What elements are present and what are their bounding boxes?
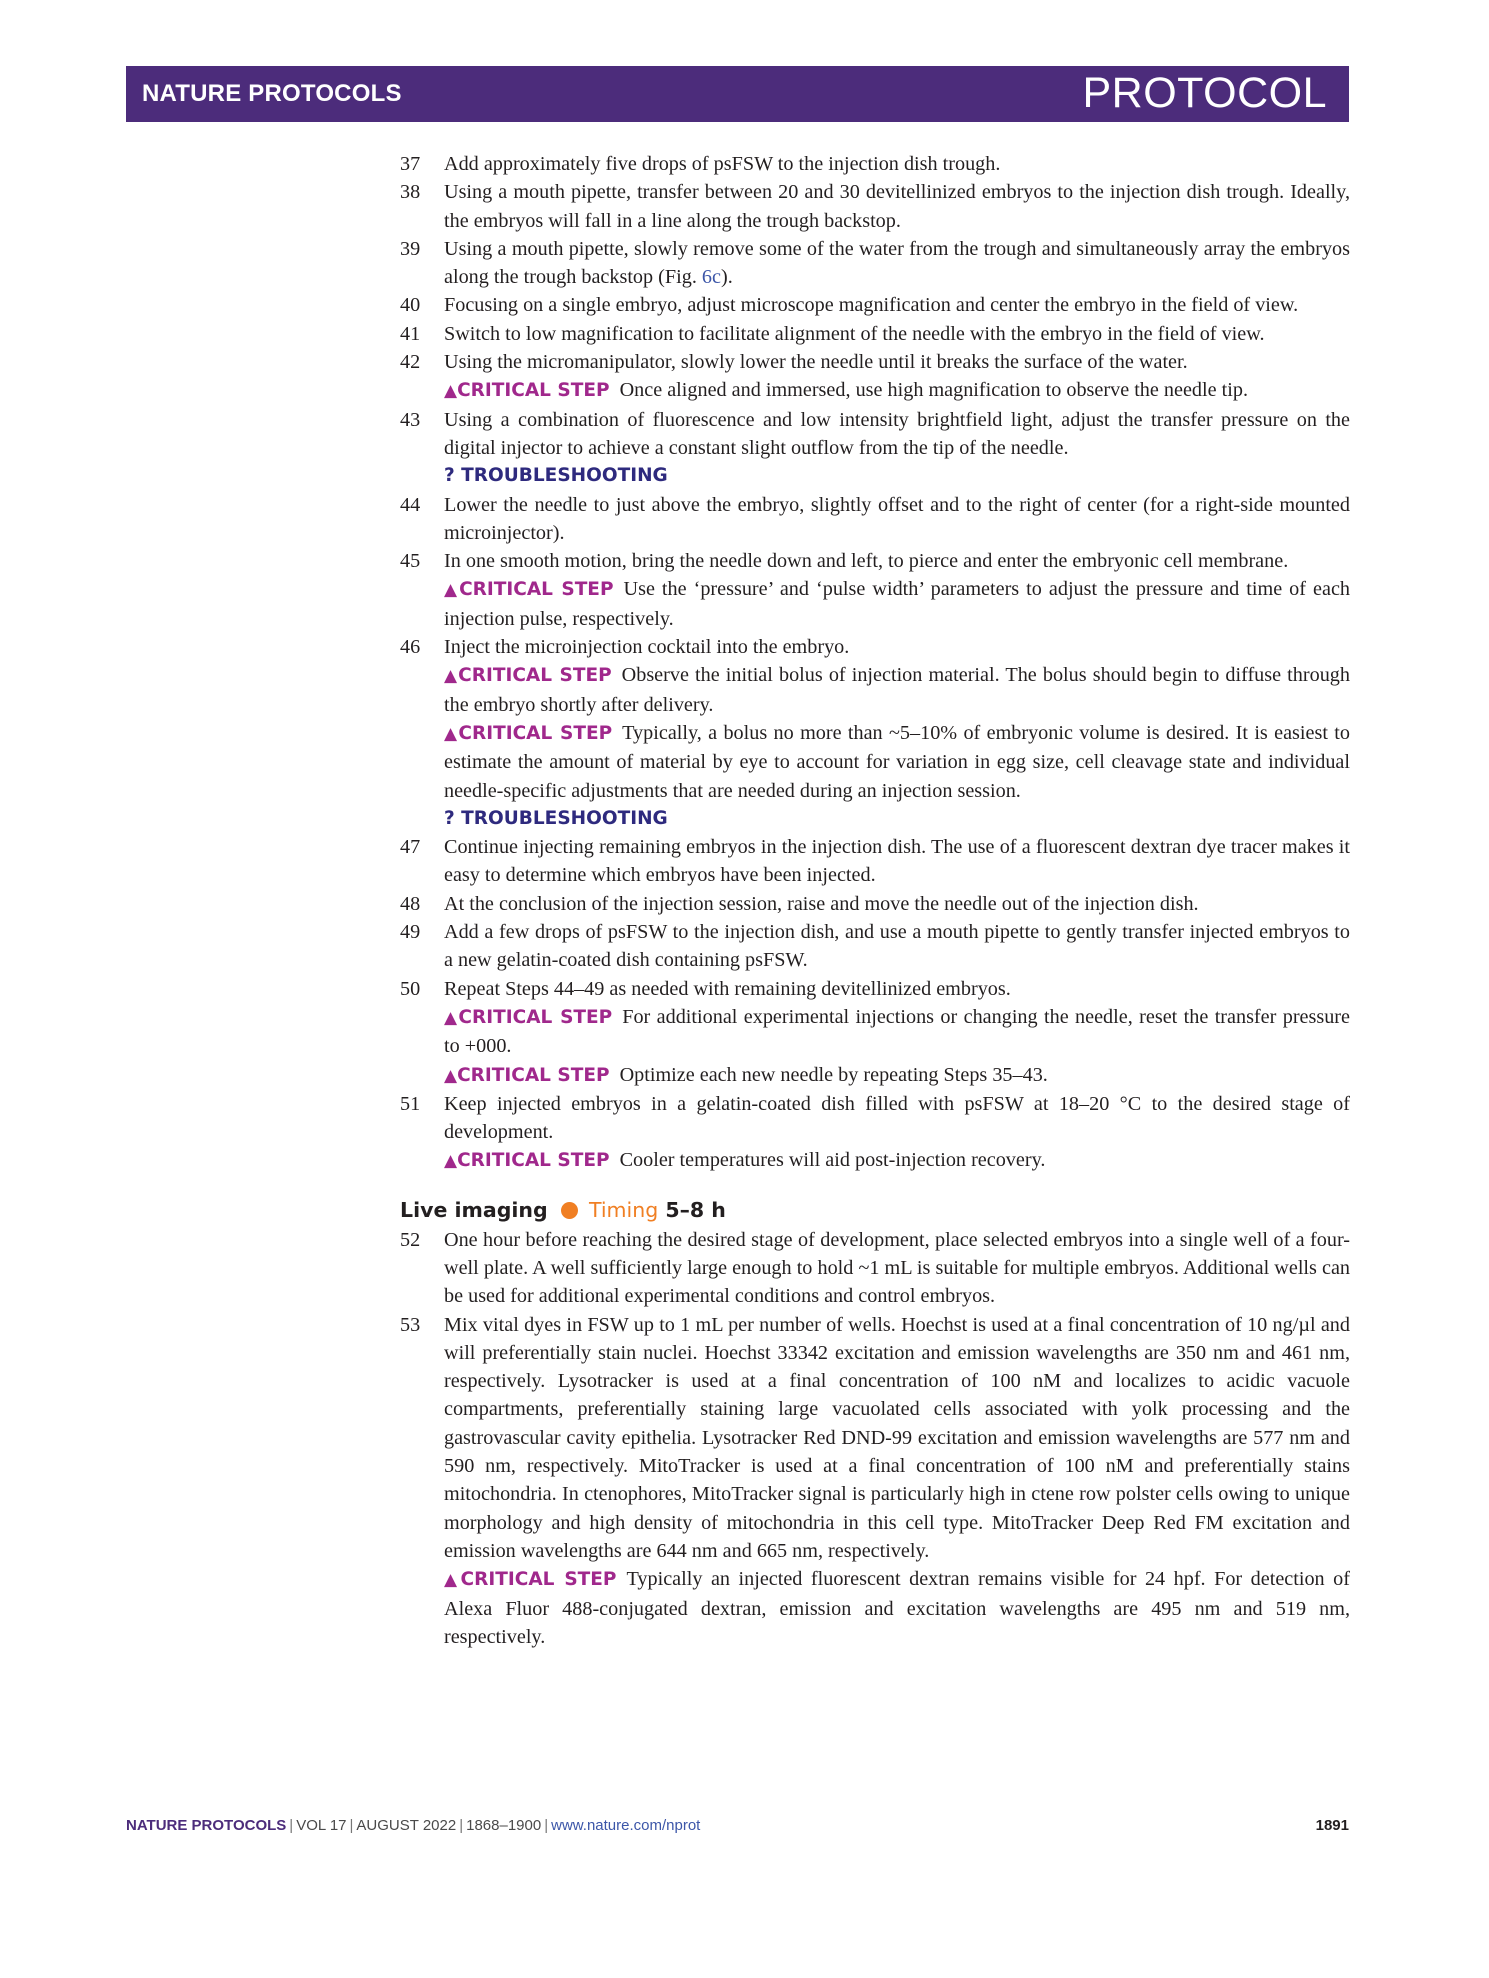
step-number: 51 [400,1092,421,1115]
step-number: 48 [400,892,421,915]
step-39 [400,235,1350,292]
footer-pages: 1868–1900 [466,1817,542,1834]
step-number: 49 [400,921,421,944]
step-53 [400,1311,1350,1652]
step-text: Mix vital dyes in FSW up to 1 mL per number of wells. Hoechst is used at a final concentration of 10 ng/µl and will preferentially stain nuclei. Hoechst 33342 excitation and emission wavelengths are 350 nm and 461 nm, respectively. Lysotracker is used at a final concentration of 100 nM and localizes to acidic vacuole compartments, preferentially staining large vacuolated cells associated with yolk processing and the gastrovascular cavity epithelia. Lysotracker Red DND-99 excitation and emission wavelengths are 577 nm and 590 nm, respectively. MitoTracker is used at a final concentration of 100 nM and preferentially stains mitochondria. In ctenophores, MitoTracker signal is particularly high in ctene row polster cells owing to unique morphology and high density of mitochondria in this cell type. MitoTracker Deep Red FM excitation and emission wavelengths are 644 nm and 665 nm, respectively. [444,1313,1350,1562]
step-text: At the conclusion of the injection session, raise and move the needle out of the injection dish. [444,892,1199,915]
critical-step-note: ▲CRITICAL STEP Cooler temperatures will aid post-injection recovery. [444,1149,1046,1172]
figure-link[interactable]: 6c [701,266,721,289]
step-text: Inject the microinjection cocktail into the embryo. [444,636,850,659]
step-text: Lower the needle to just above the embryo, slightly offset and to the right of center (for a right-side mounted microinjector). [444,493,1350,544]
step-number: 41 [400,322,421,345]
critical-step-note: ▲CRITICAL STEP Once aligned and immersed, use high magnification to observe the needle tip. [444,379,1248,402]
critical-step-label: ▲CRITICAL STEP [444,1006,613,1028]
critical-step-note: ▲CRITICAL STEP Optimize each new needle by repeating Steps 35–43. [444,1063,1048,1086]
step-52 [400,1226,1350,1311]
step-50 [400,975,1350,1090]
troubleshooting-link[interactable]: ? TROUBLESHOOTING [444,807,668,829]
step-48 [400,890,1350,918]
critical-step-label: ▲CRITICAL STEP [444,665,612,687]
step-number: 50 [400,977,421,1000]
step-number: 52 [400,1228,421,1251]
critical-step-label: ▲CRITICAL STEP [444,722,613,744]
step-text: Focusing on a single embryo, adjust microscope magnification and center the embryo in the field of view. [444,294,1299,317]
article-type: PROTOCOL [1082,69,1327,117]
section-heading-live-imaging [400,1196,1350,1224]
warning-triangle-icon: ▲ [444,723,459,744]
step-42 [400,348,1350,406]
step-49 [400,918,1350,975]
step-45 [400,547,1350,633]
warning-triangle-icon: ▲ [444,1570,461,1591]
footer-volume: VOL 17 [296,1817,347,1834]
step-text: Using the micromanipulator, slowly lower the needle until it breaks the surface of the water. [444,351,1188,374]
step-text-end: ). [720,266,733,289]
step-number: 45 [400,550,421,573]
step-text: Switch to low magnification to facilitate alignment of the needle with the embryo in the field of view. [444,322,1265,345]
step-43 [400,406,1350,491]
page-header [126,66,1349,122]
warning-triangle-icon: ▲ [444,381,458,402]
timing-value: 5–8 h [665,1197,726,1222]
step-text: Using a mouth pipette, slowly remove some of the water from the trough and simultaneously array the embryos along the trough backstop (Fig. [444,237,1350,289]
critical-step-note: ▲CRITICAL STEP For additional experimental injections or changing the needle, reset the transfer pressure to +000. [444,1005,1350,1058]
step-41 [400,320,1350,348]
timing-label: Timing [588,1197,659,1222]
step-47 [400,833,1350,890]
step-text: Using a mouth pipette, transfer between 20 and 30 devitellinized embryos to the injection dish trough. Ideally, the embryos will fall in a line along the trough backstop. [444,181,1350,232]
critical-step-label: ▲CRITICAL STEP [444,1569,617,1591]
footer-journal: NATURE PROTOCOLS [126,1817,287,1834]
step-text: Repeat Steps 44–49 as needed with remaining devitellinized embryos. [444,977,1011,1000]
step-number: 37 [400,153,421,175]
critical-step-label: ▲CRITICAL STEP [444,1064,610,1086]
critical-step-label: ▲CRITICAL STEP [444,579,614,601]
critical-step-note: ▲CRITICAL STEP Use the ‘pressure’ and ‘pulse width’ parameters to adjust the pressure and time of each injection pulse, respectively. [444,578,1350,630]
critical-step-label: ▲CRITICAL STEP [444,380,610,402]
step-text: Add approximately five drops of psFSW to the injection dish trough. [444,153,1001,175]
step-number: 38 [400,181,421,204]
critical-step-label: ▲CRITICAL STEP [444,1150,610,1172]
troubleshooting-link[interactable]: ? TROUBLESHOOTING [444,465,668,487]
step-number: 47 [400,836,421,859]
step-text: In one smooth motion, bring the needle down and left, to pierce and enter the embryonic cell membrane. [444,550,1289,573]
section-title: Live imaging [400,1197,548,1222]
step-text: Keep injected embryos in a gelatin-coated dish filled with psFSW at 18–20 °C to the desired stage of development. [444,1092,1350,1144]
step-46 [400,633,1350,833]
step-number: 39 [400,237,421,260]
step-44 [400,491,1350,548]
timing-dot-icon [561,1202,578,1219]
step-text: Using a combination of fluorescence and low intensity brightfield light, adjust the transfer pressure on the digital injector to achieve a constant slight outflow from the tip of the needle. [444,408,1350,459]
step-number: 40 [400,294,421,317]
footer-date: AUGUST 2022 [356,1817,457,1834]
step-text: Add a few drops of psFSW to the injection dish, and use a mouth pipette to gently transfer injected embryos to a new gelatin-coated dish containing psFSW. [444,921,1350,972]
critical-step-note: ▲CRITICAL STEP Typically an injected fluorescent dextran remains visible for 24 hpf. For detection of Alexa Fluor 488-conjugated dextran, emission and excitation wavelengths are 495 nm and 519 nm, respectively. [444,1568,1350,1648]
step-51 [400,1090,1350,1176]
journal-name: NATURE PROTOCOLS [142,80,402,107]
warning-triangle-icon: ▲ [444,1151,458,1172]
critical-step-note: ▲CRITICAL STEP Observe the initial bolus of injection material. The bolus should begin to diffuse through the embryo shortly after delivery. [444,664,1350,716]
step-38 [400,178,1350,235]
step-number: 46 [400,636,421,659]
step-text: Continue injecting remaining embryos in the injection dish. The use of a fluorescent dextran dye tracer makes it easy to determine which embryos have been injected. [444,836,1350,887]
step-text: One hour before reaching the desired stage of development, place selected embryos into a single well of a four-well plate. A well sufficiently large enough to hold ~1 mL is suitable for multiple embryos. Additional wells can be used for additional experimental conditions and control embryos. [444,1228,1350,1308]
step-number: 42 [400,351,421,374]
step-37 [400,150,1350,178]
page-body [400,150,1350,1651]
step-number: 44 [400,493,421,516]
critical-step-note: ▲CRITICAL STEP Typically, a bolus no more than ~5–10% of embryonic volume is desired. It is easiest to estimate the amount of material by eye to account for variation in egg size, cell cleavage state and individual needle-specific adjustments that are needed during an injection session. [444,721,1350,802]
page-footer: NATURE PROTOCOLS | VOL 17 | AUGUST 2022 | 1868–1900 | www.nature.com/nprot 1891 [126,1817,1349,1834]
step-number: 53 [400,1313,421,1336]
step-40 [400,291,1350,319]
warning-triangle-icon: ▲ [444,1007,459,1028]
warning-triangle-icon: ▲ [444,666,459,687]
warning-triangle-icon: ▲ [444,580,460,601]
step-number: 43 [400,408,421,431]
footer-url-link[interactable]: www.nature.com/nprot [551,1817,701,1834]
warning-triangle-icon: ▲ [444,1065,458,1086]
page-number: 1891 [1315,1817,1349,1834]
